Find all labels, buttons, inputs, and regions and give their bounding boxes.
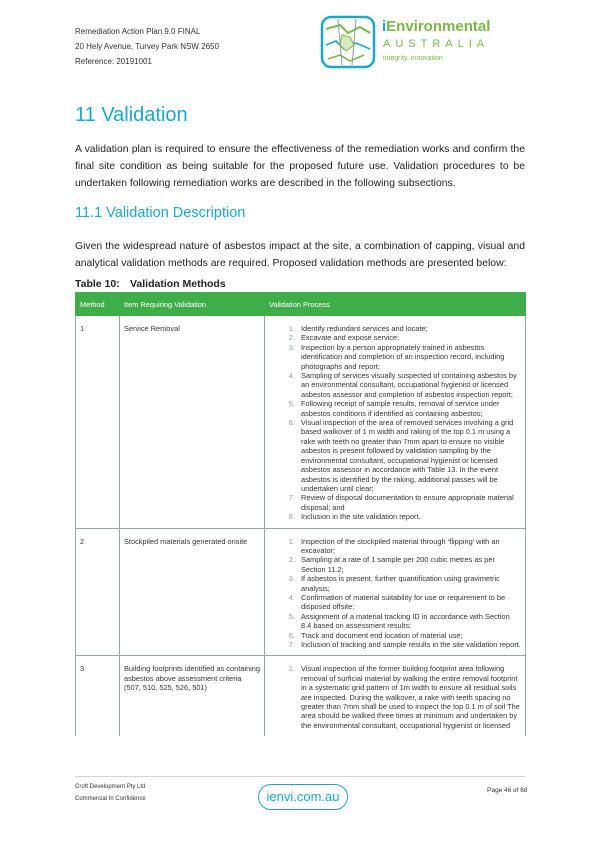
- table-caption: [75, 278, 226, 290]
- section-heading: 11 Validation: [75, 104, 188, 126]
- process-steps: [269, 324, 521, 522]
- header-info: [75, 24, 219, 69]
- item-cell: Stockpiled materials generated onsite: [120, 528, 265, 656]
- process-step: 4. Sampling of services visually suspected of containing asbestos by an environmental consultant, occupational hygienist or licensed asbestos assessor and completion of asbestos inspection report;: [297, 371, 521, 399]
- page-number: Page 46 of 68: [487, 787, 528, 794]
- process-step: 4. Confirmation of material suitability for use or requirement to be disposed offsite;: [297, 593, 521, 612]
- process-steps: [269, 664, 521, 730]
- doc-title: Remediation Action Plan 9.0 FINAL: [75, 27, 201, 36]
- process-step: 6. Track and document end location of material use;: [297, 631, 521, 640]
- table-caption-title: Validation Methods: [130, 278, 226, 290]
- table-header-row: [76, 293, 526, 316]
- process-step: 7. Review of disposal documentation to ensure appropriate material disposal; and: [297, 493, 521, 512]
- table-caption-label: Table 10:: [75, 278, 120, 290]
- reference-number: Reference: 20191001: [75, 57, 152, 66]
- validation-methods-table: [75, 292, 526, 736]
- logo-tagline: integrity, innovation: [383, 55, 443, 62]
- footer-company-info: [75, 781, 146, 805]
- item-cell: Building footprints identified as containing asbestos above assessment criteria (507, 510, 525, 526, 501): [120, 656, 265, 736]
- process-cell: [265, 316, 526, 529]
- header-item: Item Requiring Validation: [120, 293, 265, 316]
- map-logo-icon: [320, 15, 376, 69]
- process-step: 3. Inspection by a person appropriately trained in asbestos identification and completion of an inspection record, including photographs and report;: [297, 343, 521, 371]
- process-steps: [269, 537, 521, 650]
- site-address: 20 Hely Avenue, Turvey Park NSW 2650: [75, 42, 219, 51]
- process-step: 5. Assignment of a material tracking ID in accordance with Section 8.4 based on assessment results;: [297, 612, 521, 631]
- header-method: Method: [76, 293, 120, 316]
- footer-company: Croft Development Pty Ltd: [75, 784, 146, 790]
- footer-website-link[interactable]: ienvi.com.au: [258, 784, 348, 810]
- process-step: 3. If asbestos is present, further quantification using gravimetric analysis;: [297, 574, 521, 593]
- process-step: 2. Sampling at a rate of 1 sample per 200 cubic metres as per Section 11.2;: [297, 555, 521, 574]
- process-step: 5. Following receipt of sample results, removal of service under asbestos conditions if identified as containing asbestos;: [297, 399, 521, 418]
- footer-confidential: Commercial In Confidence: [75, 796, 146, 802]
- header-process: Validation Process: [265, 293, 526, 316]
- process-cell: [265, 656, 526, 736]
- process-step: 1. Inspection of the stockpiled material through ‘flipping’ with an excavator;: [297, 537, 521, 556]
- footer-divider: [75, 776, 525, 777]
- subsection-intro: Given the widespread nature of asbestos impact at the site, a combination of capping, visual and analytical validation methods are required. Proposed validation methods are presented below:: [75, 241, 525, 269]
- method-cell: 3: [76, 656, 120, 736]
- table-row: [76, 528, 526, 656]
- process-cell: [265, 528, 526, 656]
- table-row: [76, 656, 526, 736]
- logo-subtitle: AUSTRALIA: [383, 38, 490, 50]
- process-step: 8. Inclusion in the site validation report.: [297, 512, 521, 521]
- item-cell: Service Removal: [120, 316, 265, 529]
- process-step: 7. Inclusion of tracking and sample results in the site validation report.: [297, 640, 521, 649]
- process-step: 2. Excavate and expose service;: [297, 333, 521, 342]
- method-cell: 2: [76, 528, 120, 656]
- subsection-heading: 11.1 Validation Description: [75, 205, 246, 221]
- logo-name: iEnvironmental: [382, 18, 491, 35]
- process-step: 1. Identify redundant services and locate;: [297, 324, 521, 333]
- table-row: [76, 316, 526, 529]
- company-logo: [320, 15, 520, 70]
- section-intro: A validation plan is required to ensure the effectiveness of the remediation works and confirm the final site condition as being suitable for the proposed future use. Validation procedures to be undertaken following remediation works are described in the following subsections.: [75, 144, 525, 189]
- process-step: 6. Visual inspection of the area of removed services involving a grid based walkover of 1 m width and raking of the top 0.1 m using a rake with teeth no greater than 7mm apart to ensure no visible asbestos is present followed by validation sampling by the environmental consultant, occupational hygienist or licensed asbestos assessor in accordance with Table 13. In the event asbestos is identified by the raking, additional passes will be undertaken until clear;: [297, 418, 521, 493]
- method-cell: 1: [76, 316, 120, 529]
- process-step: 1. Visual inspection of the former building footprint area following removal of surficial material by walking the entire removal footprint in a systematic grid pattern of 1m width to ensure all residual soils are inspected. During the walkover, a rake with teeth spacing no greater than 7mm shall be used to inspect the top 0.1 m of soil The area should be walked three times at minimum and undertaken by the environmental consultant, occupational hygienist or licensed: [297, 664, 521, 730]
